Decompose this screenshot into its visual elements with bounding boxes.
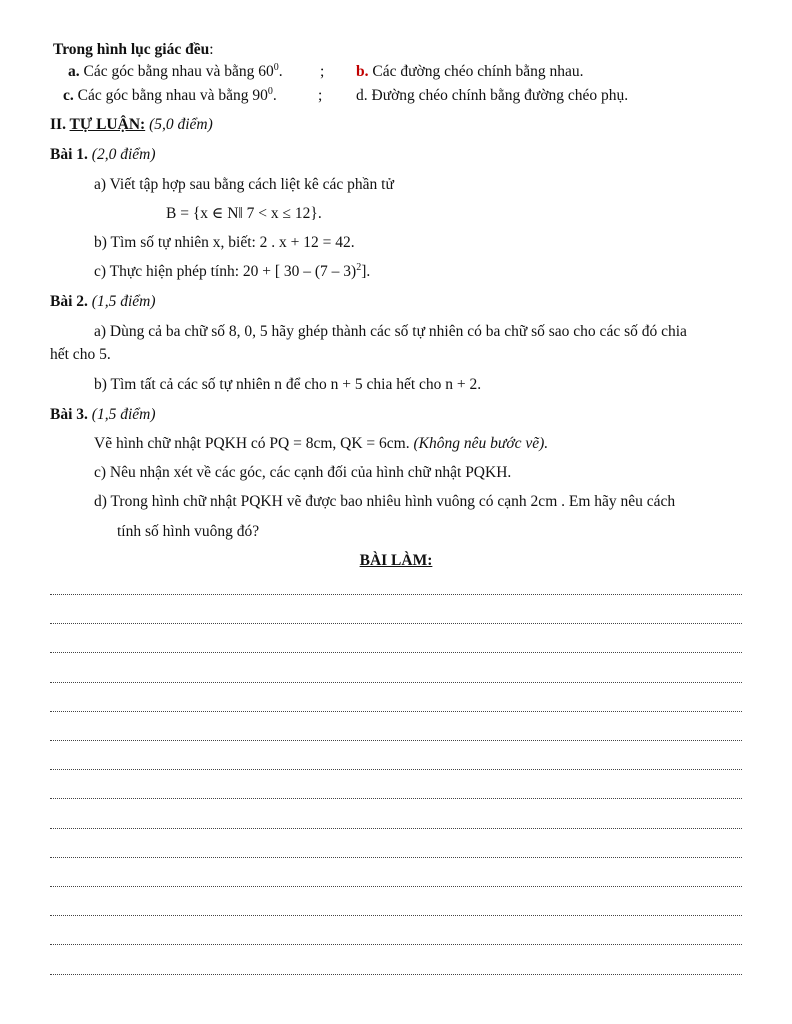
bai-2-heading <box>50 292 155 312</box>
answer-dotted-line <box>50 915 742 916</box>
bai-1-label: Bài 1. <box>50 146 88 163</box>
mcq-option-b <box>356 62 584 82</box>
bai-2-part-a-line-2: hết cho 5. <box>50 346 111 363</box>
bai-3-part-c: c) Nêu nhận xét về các góc, các cạnh đối của hình chữ nhật PQKH. <box>94 464 512 481</box>
mcq-option-d <box>356 86 628 106</box>
option-b-text: Các đường chéo chính bằng nhau. <box>368 63 584 80</box>
option-a-text: Các góc bằng nhau và bằng 60 <box>79 63 274 80</box>
option-a-degree: 0 <box>273 61 279 73</box>
bai-1-points: (2,0 điểm) <box>87 146 156 163</box>
answer-dotted-line <box>50 623 742 624</box>
answer-heading: BÀI LÀM: <box>359 552 433 569</box>
bai-3-label: Bài 3. <box>50 406 88 423</box>
bai-1-part-c-text: c) Thực hiện phép tính: 20 + [ 30 – (7 – 3) <box>94 263 357 280</box>
mcq-stem-colon: : <box>209 41 214 58</box>
bai-3-part-d-line-1: d) Trong hình chữ nhật PQKH vẽ được bao nhiêu hình vuông có cạnh 2cm . Em hãy nêu cách <box>94 493 676 510</box>
answer-dotted-line <box>50 974 742 975</box>
mcq-stem-text: Trong hình lục giác đều <box>53 41 210 58</box>
option-c-degree: 0 <box>267 85 273 97</box>
option-d-letter: d. <box>356 87 368 104</box>
answer-dotted-line <box>50 828 742 829</box>
section-2-points: (5,0 điểm) <box>145 116 213 133</box>
bai-3-heading <box>50 405 155 425</box>
bai-1-set: B = {x ∈ N‖ 7 < x ≤ 12}. <box>166 205 322 222</box>
option-c-letter: c. <box>63 87 74 104</box>
bai-3-part-d-line-2: tính số hình vuông đó? <box>117 523 260 540</box>
answer-dotted-line <box>50 769 742 770</box>
mcq-option-a <box>68 62 283 82</box>
option-a-letter: a. <box>68 63 80 80</box>
option-c-end: . <box>272 87 277 104</box>
bai-2-label: Bài 2. <box>50 293 88 310</box>
bai-3-intro-text: Vẽ hình chữ nhật PQKH có PQ = 8cm, QK = 6cm. <box>94 435 410 452</box>
answer-dotted-line <box>50 594 742 595</box>
answer-dotted-line <box>50 857 742 858</box>
bai-1-part-b: b) Tìm số tự nhiên x, biết: 2 . x + 12 = 42. <box>94 234 355 251</box>
bai-1-part-c <box>94 262 370 282</box>
option-a-end: . <box>278 63 283 80</box>
section-2-heading <box>50 115 213 135</box>
option-a-separator: ; <box>320 63 325 80</box>
bai-1-part-c-exponent: 2 <box>356 261 362 273</box>
option-c-separator: ; <box>318 87 323 104</box>
bai-2-points: (1,5 điểm) <box>87 293 156 310</box>
answer-dotted-line <box>50 711 742 712</box>
mcq-stem <box>53 40 214 60</box>
bai-3-points: (1,5 điểm) <box>87 406 156 423</box>
answer-dotted-line <box>50 652 742 653</box>
answer-dotted-line <box>50 682 742 683</box>
bai-2-part-a-line-1: a) Dùng cả ba chữ số 8, 0, 5 hãy ghép thành các số tự nhiên có ba chữ số sao cho các số đó chia <box>94 323 687 340</box>
section-2-title: TỰ LUẬN: <box>69 116 146 133</box>
bai-3-intro-note: (Không nêu bước vẽ). <box>409 435 549 452</box>
answer-dotted-line <box>50 886 742 887</box>
option-d-text: Đường chéo chính bằng đường chéo phụ. <box>367 87 629 104</box>
bai-1-heading <box>50 145 155 165</box>
answer-dotted-line <box>50 740 742 741</box>
bai-2-part-b: b) Tìm tất cả các số tự nhiên n để cho n + 5 chia hết cho n + 2. <box>94 376 482 393</box>
option-b-letter: b. <box>356 63 369 80</box>
answer-dotted-line <box>50 944 742 945</box>
bai-1-part-a: a) Viết tập hợp sau bằng cách liệt kê các phần tử <box>94 176 394 193</box>
bai-3-intro <box>94 434 548 454</box>
bai-1-part-c-end: ]. <box>361 263 371 280</box>
option-c-text: Các góc bằng nhau và bằng 90 <box>73 87 268 104</box>
answer-dotted-line <box>50 798 742 799</box>
mcq-option-c <box>63 86 277 106</box>
section-2-prefix: II. <box>50 116 70 133</box>
